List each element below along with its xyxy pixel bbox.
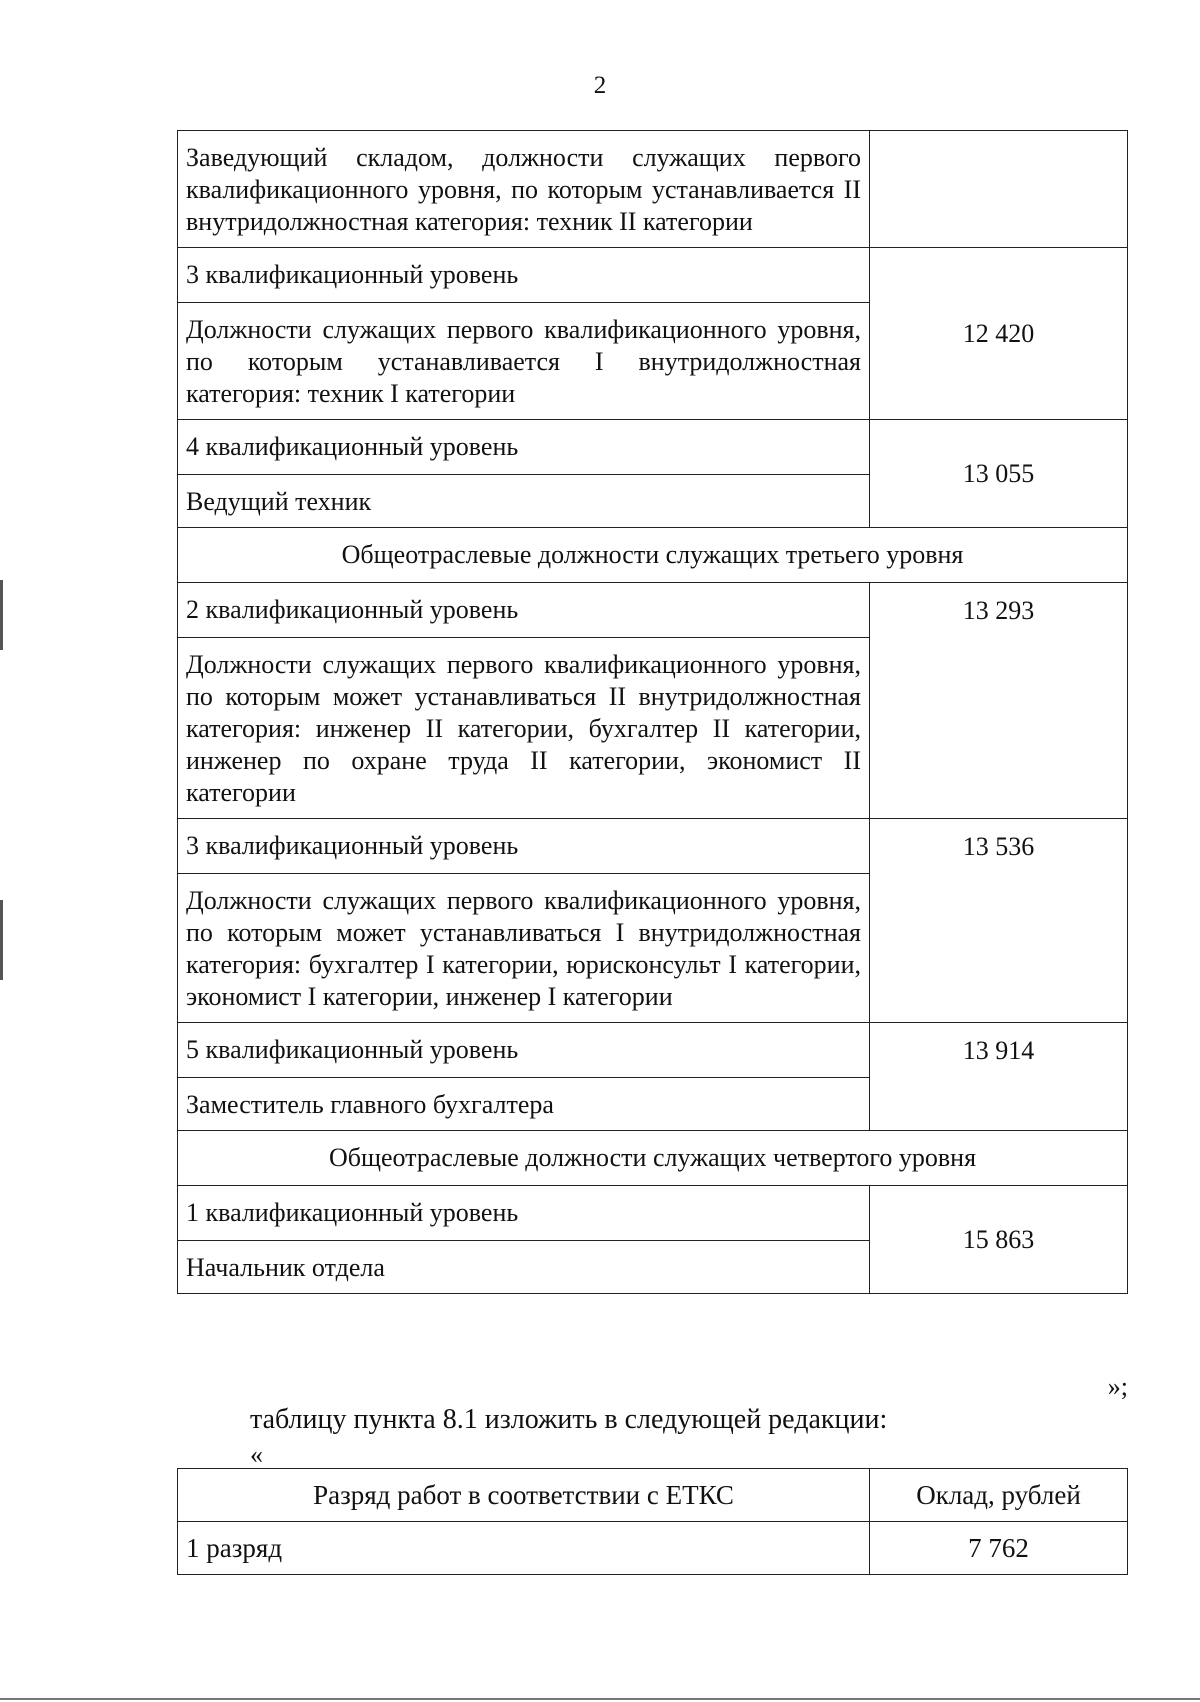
scan-edge-mark [0, 900, 3, 980]
table-row [178, 1131, 1128, 1186]
salary-cell: 7 762 [870, 1522, 1128, 1575]
etks-table [177, 1468, 1128, 1575]
table-row [178, 248, 1128, 303]
salary-value: 12 420 [870, 248, 1128, 420]
section-header: Общеотраслевые должности служащих четвертого уровня [178, 1131, 1128, 1186]
column-header-salary: Оклад, рублей [870, 1469, 1128, 1522]
section-header: Общеотраслевые должности служащих третьего уровня [178, 528, 1128, 583]
salary-value: 13 914 [870, 1023, 1128, 1131]
page-number: 2 [593, 72, 607, 99]
position-description: Начальник отдела [178, 1241, 870, 1294]
grade-cell: 1 разряд [178, 1522, 870, 1575]
column-header-grade: Разряд работ в соответствии с ЕТКС [178, 1469, 870, 1522]
qualification-level: 3 квалификационный уровень [178, 248, 870, 303]
table-row [178, 819, 1128, 874]
qualification-level: 4 квалификационный уровень [178, 420, 870, 475]
position-description: Должности служащих первого квалификационного уровня, по которым устанавливается I внутридолжностная категория: техник I категории [178, 303, 870, 420]
qualification-level: 2 квалификационный уровень [178, 583, 870, 638]
table-header-row [178, 1469, 1128, 1522]
table-row [178, 131, 1128, 248]
closing-quote: »; [1107, 1372, 1128, 1401]
table-row [178, 1186, 1128, 1241]
salary-value: 13 055 [870, 420, 1128, 528]
salary-cell-empty [870, 131, 1128, 248]
table-row [178, 420, 1128, 475]
opening-quote: « [250, 1440, 263, 1469]
salary-value: 13 293 [870, 583, 1128, 819]
salary-value: 15 863 [870, 1186, 1128, 1294]
qualification-level: 1 квалификационный уровень [178, 1186, 870, 1241]
table-row [178, 528, 1128, 583]
salary-value: 13 536 [870, 819, 1128, 1023]
table-row [178, 583, 1128, 638]
position-description: Должности служащих первого квалификационного уровня, по которым может устанавливаться I внутридолжностная категория: бухгалтер I категории, юрисконсульт I категории, экономист I категории, инженер I категории [178, 874, 870, 1023]
qualification-level: 5 квалификационный уровень [178, 1023, 870, 1078]
scan-bottom-edge [0, 1698, 1200, 1700]
qualification-level: 3 квалификационный уровень [178, 819, 870, 874]
instruction-text: таблицу пункта 8.1 изложить в следующей редакции: [250, 1404, 888, 1435]
table-row [178, 1522, 1128, 1575]
scan-edge-mark [0, 580, 3, 650]
position-description: Должности служащих первого квалификационного уровня, по которым может устанавливаться II внутридолжностная категория: инженер II категории, бухгалтер II категории, инженер по охране труда II категории, экономист II категории [178, 638, 870, 819]
position-description: Заведующий складом, должности служащих первого квалификационного уровня, по которым устанавливается II внутридолжностная категория: техник II категории [178, 131, 870, 248]
position-description: Заместитель главного бухгалтера [178, 1078, 870, 1131]
salary-table [177, 130, 1128, 1294]
position-description: Ведущий техник [178, 475, 870, 528]
table-row [178, 1023, 1128, 1078]
